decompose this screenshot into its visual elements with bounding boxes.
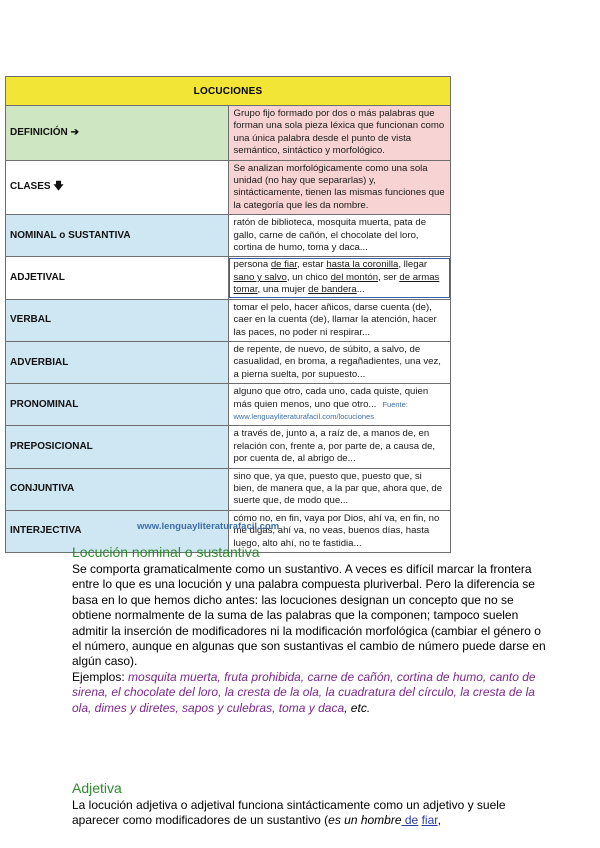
row-label-interjectiva: INTERJECTIVA (6, 510, 229, 552)
paragraph-adjetiva: La locución adjetiva o adjetival funciona sintácticamente como un adjetivo y suele aparecer como modificadores de un sustantivo (es un hombre de fiar, (72, 798, 506, 828)
row-desc-adverbial: de repente, de nuevo, de súbito, a salvo, de casualidad, en broma, a regañadientes, una vez, a pierna suelta, por supuesto... (228, 341, 451, 383)
source-link[interactable]: www.lenguayliteraturafacil.com (137, 521, 280, 532)
table-row-preposicional (6, 426, 451, 468)
examples-nominal: Ejemplos: mosquita muerta, fruta prohibida, carne de cañón, cortina de humo, canto de sirena, el chocolate del loro, la cresta de la ola, la cuadratura del círculo, la cresta de la ola, dimes y diretes, sapos y culebras, toma y daca, etc. (72, 669, 536, 715)
arrow-right-icon: ➔ (70, 126, 79, 138)
section-body-nominal (72, 562, 552, 716)
row-label-pronominal: PRONOMINAL (6, 384, 229, 426)
table-row-definicion (6, 106, 451, 161)
table-row-pronominal (6, 384, 451, 426)
table-row-verbal (6, 299, 451, 341)
table-row-clases (6, 160, 451, 215)
source-note: Fuente: www.lenguayliteraturafacil.com/locuciones (233, 399, 408, 421)
paragraph-nominal: Se comporta gramaticalmente como un sustantivo. A veces es difícil marcar la frontera entre lo que es una locución y una palabra compuesta pluriverbal. Pero la diferencia se basa en lo que hemos dicho antes: las locuciones designan un concepto que no se obtiene normalmente de la suma de las palabras que la componen; tampoco suelen admitir la inserción de modificadores ni la modificación morfológica (cambiar el género o el número, aunque en algunas que son sustantivas el cambio de número puede darse en algún caso). (72, 562, 546, 669)
row-label-adjetival: ADJETIVAL (6, 257, 229, 299)
locuciones-table (5, 76, 451, 553)
table-row-nominal (6, 215, 451, 257)
locuciones-table-container (5, 76, 451, 553)
row-label-preposicional: PREPOSICIONAL (6, 426, 229, 468)
row-desc-preposicional: a través de, junto a, a raíz de, a manos de, en relación con, frente a, por parte de, a causa de, por cuenta de, al abrigo de... (228, 426, 451, 468)
table-row-conjuntiva (6, 468, 451, 510)
row-desc-verbal: tomar el pelo, hacer añicos, darse cuenta (de), caer en la cuenta (de), llamar la atención, hacer las paces, no poder ni respirar... (228, 299, 451, 341)
row-label-clases: CLASES 🡇 (6, 160, 229, 215)
table-row-adverbial (6, 341, 451, 383)
arrow-down-icon: 🡇 (53, 181, 64, 193)
section-body-adjetiva (72, 798, 552, 829)
row-label-adverbial: ADVERBIAL (6, 341, 229, 383)
row-desc-pronominal: alguno que otro, cada uno, cada quiste, quien más quien menos, uno que otro... Fuente: www.lenguayliteraturafacil.com/locuciones (228, 384, 451, 426)
row-desc-clases: Se analizan morfológicamente como una sola unidad (no hay que separarlas) y, sintácticamente, tienen las mismas funciones que la categoría que les da nombre. (228, 160, 451, 215)
section-heading-nominal: Locución nominal o sustantiva (72, 544, 260, 560)
row-label-nominal: NOMINAL o SUSTANTIVA (6, 215, 229, 257)
section-heading-adjetiva: Adjetiva (72, 780, 122, 796)
row-desc-nominal: ratón de biblioteca, mosquita muerta, pata de gallo, carne de cañón, el chocolate del loro, cortina de humo, toma y daca... (228, 215, 451, 257)
table-row-adjetival (6, 257, 451, 299)
row-label-definicion: DEFINICIÓN ➔ (6, 106, 229, 161)
row-desc-conjuntiva: sino que, ya que, puesto que, puesto que, si bien, de manera que, a la par que, ahora que, de suerte que, de modo que... (228, 468, 451, 510)
table-title: LOCUCIONES (6, 77, 451, 106)
row-desc-adjetival: persona de fiar, estar hasta la coronilla, llegar sano y salvo, un chico del montón, ser de armas tomar, una mujer de bandera... (228, 257, 451, 299)
row-label-verbal: VERBAL (6, 299, 229, 341)
row-desc-definicion: Grupo fijo formado por dos o más palabras que forman una sola pieza léxica que funcionan como una única palabra desde el punto de vista semántico, sintáctico y morfológico. (228, 106, 451, 161)
row-label-conjuntiva: CONJUNTIVA (6, 468, 229, 510)
row-desc-interjectiva: cómo no, en fin, vaya por Dios, ahí va, en fin, no me digas, ahí va, no veas, buenos días, hasta luego, alto ahí, no te fastidia... (228, 510, 451, 552)
